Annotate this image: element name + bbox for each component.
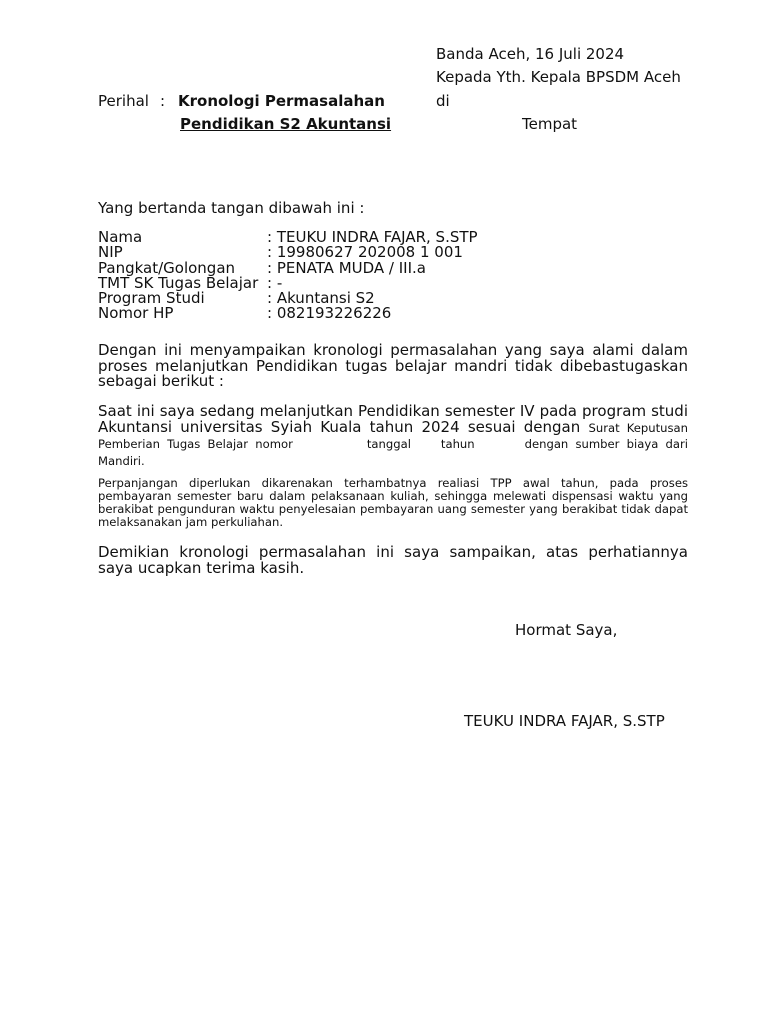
place-date: Banda Aceh, 16 Juli 2024 xyxy=(436,45,625,63)
intro-text: Yang bertanda tangan dibawah ini : xyxy=(98,199,365,217)
identity-label: TMT SK Tugas Belajar xyxy=(98,273,259,292)
paragraph-1: Dengan ini menyampaikan kronologi permasalahan yang saya alami dalam proses melanjutkan Pendidikan tugas belajar mandri tidak dibebastugaskan sebagai berikut : xyxy=(98,341,688,390)
subject-line-2: Pendidikan S2 Akuntansi xyxy=(180,115,392,133)
signature-name: TEUKU INDRA FAJAR, S.STP xyxy=(464,712,665,730)
paragraph-2-sumber: dengan sumber biaya dari Mandiri. xyxy=(98,437,688,468)
perihal-label: Perihal xyxy=(98,92,149,110)
identity-value: : 19980627 202008 1 001 xyxy=(267,243,463,262)
identity-label: Nomor HP xyxy=(98,304,174,323)
recipient: Kepada Yth. Kepala BPSDM Aceh xyxy=(436,68,681,86)
identity-value: : Akuntansi S2 xyxy=(267,289,375,308)
identity-label: Nama xyxy=(98,228,143,246)
recipient-tempat: Tempat xyxy=(522,115,578,133)
perihal-colon: : xyxy=(160,92,166,110)
identity-value: : PENATA MUDA / III.a xyxy=(267,258,426,277)
paragraph-2-tanggal: tanggal xyxy=(366,437,411,451)
closing-paragraph: Demikian kronologi permasalahan ini saya sampaikan, atas perhatiannya saya ucapkan terima kasih. xyxy=(98,543,688,577)
identity-value: : 082193226226 xyxy=(267,304,392,323)
identity-label: NIP xyxy=(98,243,123,262)
signature-salutation: Hormat Saya, xyxy=(515,621,618,639)
identity-value: : - xyxy=(267,273,283,292)
subject-line-1: Kronologi Permasalahan xyxy=(178,92,385,110)
identity-label: Program Studi xyxy=(98,289,205,308)
identity-value: : TEUKU INDRA FAJAR, S.STP xyxy=(267,228,478,246)
paragraph-3: Perpanjangan diperlukan dikarenakan terhambatnya realiasi TPP awal tahun, pada proses pembayaran semester baru dalam pelaksanaan kuliah, sehingga melewati dispensasi waktu yang berakibat pengunduran waktu penyelesaian pembayaran uang semester yang berakibat tidak dapat melaksanakan jam perkuliahan. xyxy=(98,476,688,529)
paragraph-2-sk: Surat Keputusan Pemberian Tugas Belajar nomor xyxy=(98,420,688,451)
identity-label: Pangkat/Golongan xyxy=(98,258,236,277)
paragraph-2-tahun: tahun xyxy=(440,437,475,451)
paragraph-2-main: Saat ini saya sedang melanjutkan Pendidikan semester IV pada program studi Akuntansi universitas Syiah Kuala tahun 2024 sesuai dengan xyxy=(98,402,688,436)
recipient-di: di xyxy=(436,92,450,110)
identity-row-hp xyxy=(98,306,478,321)
identity-block xyxy=(98,230,478,322)
paragraph-2 xyxy=(98,404,688,469)
